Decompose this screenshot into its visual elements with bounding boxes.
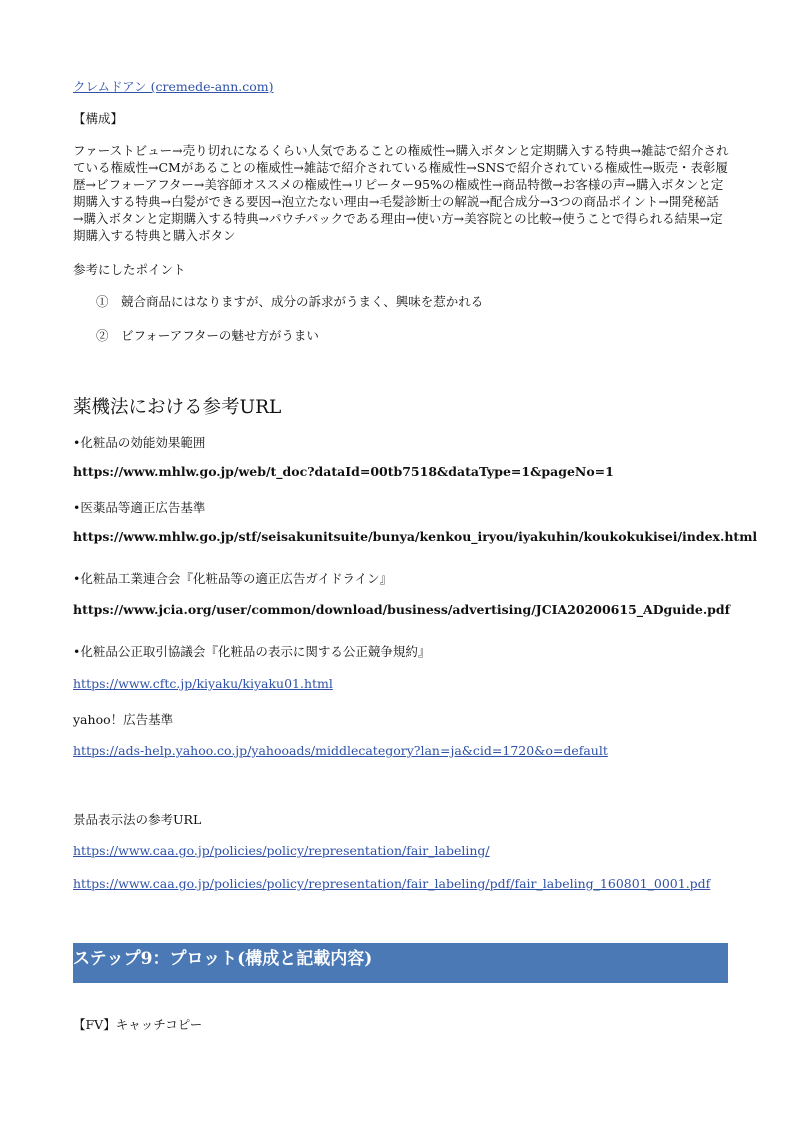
point-item-1: ① 競合商品にはなりますが、成分の訴求がうまく、興味を惹かれる — [96, 294, 484, 309]
yakkiho-heading: 薬機法における参考URL — [73, 397, 282, 418]
keihin-url-row-2 — [73, 876, 729, 891]
yahoo-ads-link[interactable]: https://ads-help.yahoo.co.jp/yahooads/middlecategory?lan=ja&cid=1720&o=default — [73, 743, 608, 758]
caa-link-1[interactable]: https://www.caa.go.jp/policies/policy/representation/fair_labeling/ — [73, 843, 490, 858]
yakkiho-item-label-4: •化粧品公正取引協議会『化粧品の表示に関する公正競争規約』 — [73, 644, 431, 659]
composition-text: ファーストビュー→売り切れになるくらい人気であることの権威性→購入ボタンと定期購入する特典→雑誌で紹介されている権威性→CMがあることの権威性→雑誌で紹介されている権威性→SNSで紹介されている権威性→販売・表彰履歴→ビフォーアフター→美容師オススメの権威性→リピーター95%の権威性→商品特徴→お客様の声→購入ボタンと定期購入する特典→白髪ができる要因→泡立たない理由→毛髪診断士の解説→配合成分→3つの商品ポイント→開発秘話→購入ボタンと定期購入する特典→パウチパックである理由→使い方→美容院との比較→使うことで得られる結果→定期購入する特典と購入ボタン — [73, 143, 729, 243]
step-banner — [73, 943, 728, 983]
keihin-heading: 景品表示法の参考URL — [73, 812, 202, 827]
yakkiho-item-url-5-row — [73, 743, 729, 758]
composition-heading: 【構成】 — [73, 111, 124, 126]
step-banner-title: ステップ9：プロット(構成と記載内容) — [73, 949, 373, 969]
cftc-link[interactable]: https://www.cftc.jp/kiyaku/kiyaku01.html — [73, 676, 333, 691]
caa-link-2[interactable]: https://www.caa.go.jp/policies/policy/representation/fair_labeling/pdf/fair_labeling_160801_0001.pdf — [73, 876, 711, 891]
yakkiho-item-label-3: •化粧品工業連合会『化粧品等の適正広告ガイドライン』 — [73, 571, 393, 586]
points-heading: 参考にしたポイント — [73, 262, 186, 277]
yakkiho-item-url-2: https://www.mhlw.go.jp/stf/seisakunitsuite/bunya/kenkou_iryou/iyakuhin/koukokukisei/index.html — [73, 529, 758, 544]
yakkiho-item-url-4-row — [73, 676, 729, 691]
keihin-url-row-1 — [73, 843, 729, 858]
yakkiho-item-label-5: yahoo！広告基準 — [73, 712, 174, 727]
yakkiho-item-url-1: https://www.mhlw.go.jp/web/t_doc?dataId=00tb7518&dataType=1&pageNo=1 — [73, 464, 614, 479]
point-item-2: ② ビフォーアフターの魅せ方がうまい — [96, 328, 319, 343]
reference-site-link-row — [73, 77, 729, 95]
reference-site-link[interactable]: クレムドアン (cremede-ann.com) — [73, 79, 274, 94]
yakkiho-item-label-2: •医薬品等適正広告基準 — [73, 500, 206, 515]
yakkiho-item-label-1: •化粧品の効能効果範囲 — [73, 435, 206, 450]
fv-label: 【FV】キャッチコピー — [73, 1017, 203, 1032]
yakkiho-item-url-3: https://www.jcia.org/user/common/download/business/advertising/JCIA20200615_ADguide.pdf — [73, 602, 731, 617]
